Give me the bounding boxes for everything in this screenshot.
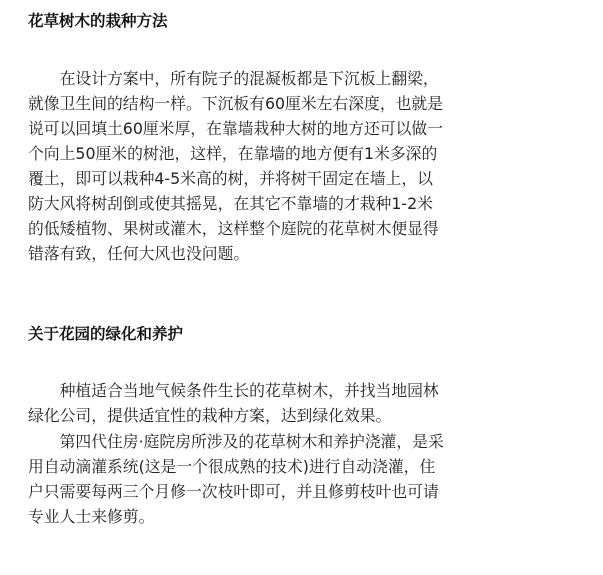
text-line: 个向上50厘米的树池，这样，在靠墙的地方便有1米多深的	[28, 144, 438, 163]
text-line: 防大风将树刮倒或使其摇晃，在其它不靠墙的才栽种1-2米	[28, 194, 433, 213]
text-line: 说可以回填土60厘米厚，在靠墙栽种大树的地方还可以做一	[28, 119, 444, 138]
text-line: 在设计方案中，所有院子的混凝板都是下沉板上翻梁，	[28, 69, 439, 88]
text-line: 错落有致，任何大风也没问题。	[28, 244, 250, 263]
text-line: 就像卫生间的结构一样。下沉板有60厘米左右深度，也就是	[28, 94, 444, 113]
text-line: 种植适合当地气候条件生长的花草树木，并找当地园林	[28, 381, 439, 400]
text-line: 户只需要每两三个月修一次枝叶即可，并且修剪枝叶也可请	[28, 482, 439, 501]
text-line: 第四代住房·庭院房所涉及的花草树木和养护浇灌，是采	[28, 432, 444, 451]
text-line: 专业人士来修剪。	[28, 507, 155, 526]
section-heading-garden-greening: 关于花园的绿化和养护	[28, 325, 184, 343]
paragraph-greening-plan	[28, 378, 580, 428]
paragraph-irrigation-maintenance	[28, 429, 580, 529]
paragraph-planting-method	[28, 66, 580, 266]
section-heading-planting-method: 花草树木的栽种方法	[28, 12, 168, 30]
text-line: 覆土，即可以栽种4-5米高的树，并将树干固定在墙上，以	[28, 169, 433, 188]
text-line: 的低矮植物、果树或灌木，这样整个庭院的花草树木便显得	[28, 219, 439, 238]
text-line: 绿化公司，提供适宜性的栽种方案，达到绿化效果。	[28, 406, 392, 425]
text-line: 用自动滴灌系统(这是一个很成熟的技术)进行自动浇灌，住	[28, 457, 436, 476]
